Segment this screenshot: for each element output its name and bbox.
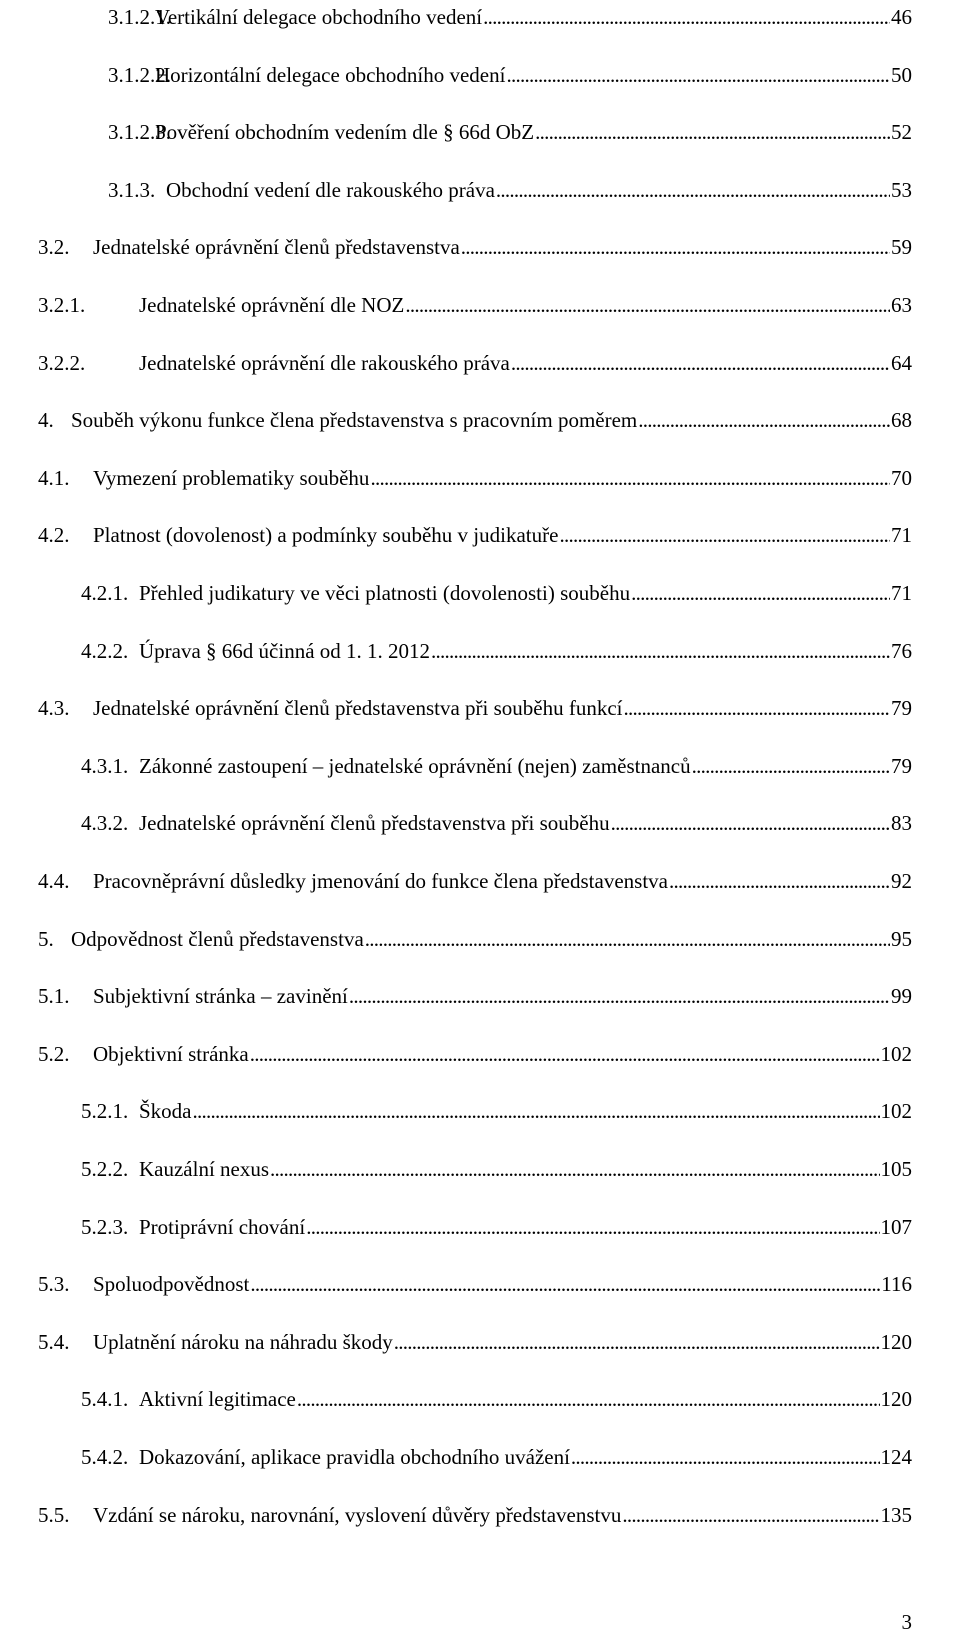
- toc-entry-page: 70: [891, 465, 912, 490]
- toc-entry[interactable]: [81, 751, 912, 781]
- toc-entry-body: [139, 348, 912, 378]
- toc-entry-body: [139, 1384, 912, 1414]
- toc-entry-body: [71, 924, 912, 954]
- toc-entry-number: 4.4.: [38, 869, 70, 893]
- toc-entry-title: Jednatelské oprávnění dle rakouského práva: [139, 350, 510, 375]
- toc-entry-body: [139, 751, 912, 781]
- toc-dot-leader: [692, 751, 890, 781]
- toc-dot-leader: [631, 578, 890, 608]
- toc-entry[interactable]: [81, 1384, 912, 1414]
- toc-entry-body: [155, 60, 912, 90]
- toc-entry[interactable]: [38, 232, 912, 262]
- toc-entry[interactable]: [38, 1039, 912, 1069]
- toc-entry-number: 3.1.2.1.: [108, 5, 171, 29]
- toc-entry-page: 79: [891, 696, 912, 721]
- toc-dot-leader: [405, 290, 890, 320]
- toc-entry-page: 71: [891, 523, 912, 548]
- toc-dot-leader: [431, 636, 890, 666]
- toc-entry-number: 5.2.1.: [81, 1099, 129, 1124]
- toc-entry-body: [93, 232, 912, 262]
- toc-entry-page: 95: [891, 926, 912, 951]
- toc-entry-body: [139, 290, 912, 320]
- toc-entry-body: [93, 1327, 912, 1357]
- toc-dot-leader: [483, 2, 890, 32]
- toc-entry-title: Uplatnění nároku na náhradu škody: [93, 1329, 393, 1354]
- toc-entry-body: [139, 1442, 912, 1472]
- toc-entry-title: Odpovědnost členů představenstva: [71, 926, 364, 951]
- toc-entry-page: 107: [880, 1214, 912, 1239]
- toc-entry-title: Aktivní legitimace: [139, 1387, 296, 1412]
- toc-entry-number: 4.1.: [38, 465, 70, 490]
- toc-entry-body: [155, 117, 912, 147]
- toc-entry-body: [166, 175, 912, 205]
- toc-entry-body: [139, 1154, 912, 1184]
- toc-entry-title: Platnost (dovolenost) a podmínky souběhu v judikatuře: [93, 523, 559, 548]
- toc-entry-title: Úprava § 66d účinná od 1. 1. 2012: [139, 638, 431, 663]
- toc-entry-number: 4.: [38, 408, 54, 433]
- toc-dot-leader: [506, 60, 890, 90]
- toc-entry-page: 105: [880, 1157, 912, 1181]
- toc-entry-number: 4.3.1.: [81, 753, 129, 778]
- toc-entry-title: Obchodní vedení dle rakouského práva: [166, 177, 495, 202]
- toc-entry-number: 5.: [38, 926, 54, 951]
- toc-entry-page: 64: [891, 350, 912, 375]
- toc-entry-number: 5.2.: [38, 1041, 70, 1066]
- toc-entry-page: 120: [880, 1387, 912, 1412]
- toc-dot-leader: [622, 1500, 879, 1530]
- toc-entry[interactable]: [38, 693, 912, 723]
- toc-entry[interactable]: [81, 1096, 912, 1126]
- toc-entry-body: [93, 1269, 912, 1299]
- toc-entry-page: 52: [891, 120, 912, 145]
- toc-entry-number: 5.1.: [38, 984, 70, 1009]
- toc-entry-title: Kauzální nexus: [139, 1157, 270, 1181]
- toc-entry-title: Spoluodpovědnost: [93, 1272, 250, 1297]
- toc-entry-number: 3.2.1.: [38, 293, 86, 317]
- toc-entry-number: 5.5.: [38, 1502, 70, 1527]
- toc-entry-body: [93, 463, 912, 493]
- toc-dot-leader: [535, 117, 890, 147]
- toc-entry-number: 5.4.2.: [81, 1445, 129, 1469]
- toc-entry-title: Protiprávní chování: [139, 1214, 306, 1239]
- toc-entry[interactable]: [38, 866, 912, 896]
- toc-dot-leader: [193, 1096, 880, 1126]
- toc-entry-number: 5.2.3.: [81, 1214, 129, 1239]
- toc-entry-title: Pověření obchodním vedením dle § 66d ObZ: [155, 120, 535, 145]
- toc-entry-page: 116: [881, 1272, 912, 1297]
- toc-entry[interactable]: [81, 1212, 912, 1242]
- toc-entry-number: 4.3.: [38, 696, 70, 721]
- toc-entry-body: [139, 1096, 912, 1126]
- toc-entry-body: [139, 636, 912, 666]
- toc-entry[interactable]: [38, 1269, 912, 1299]
- toc-entry-title: Dokazování, aplikace pravidla obchodního uvážení: [139, 1445, 570, 1469]
- toc-entry-body: [139, 808, 912, 838]
- toc-dot-leader: [297, 1384, 880, 1414]
- toc-dot-leader: [638, 405, 890, 435]
- toc-entry-title: Horizontální delegace obchodního vedení: [155, 62, 506, 87]
- toc-entry-page: 46: [891, 5, 912, 29]
- toc-entry-page: 102: [880, 1041, 912, 1066]
- toc-entry-body: [71, 405, 912, 435]
- toc-entry-title: Škoda: [139, 1099, 192, 1124]
- toc-entry[interactable]: [38, 405, 912, 435]
- toc-entry-title: Jednatelské oprávnění členů představenstva při souběhu funkcí: [93, 696, 623, 721]
- toc-dot-leader: [394, 1327, 880, 1357]
- toc-entry-title: Vymezení problematiky souběhu: [93, 465, 370, 490]
- toc-entry-body: [139, 578, 912, 608]
- toc-dot-leader: [669, 866, 890, 896]
- toc-entry[interactable]: [81, 1154, 912, 1184]
- toc-entry[interactable]: [38, 463, 912, 493]
- toc-entry-body: [139, 1212, 912, 1242]
- toc-entry[interactable]: [81, 578, 912, 608]
- toc-entry-page: 92: [891, 869, 912, 893]
- toc-entry-number: 4.2.1.: [81, 581, 129, 605]
- toc-entry-page: 68: [891, 408, 912, 433]
- toc-entry[interactable]: [108, 117, 912, 147]
- toc-entry[interactable]: [81, 636, 912, 666]
- toc-entry-title: Subjektivní stránka – zavinění: [93, 984, 348, 1009]
- toc-entry-page: 83: [891, 811, 912, 836]
- toc-dot-leader: [461, 232, 890, 262]
- toc-entry-page: 120: [880, 1329, 912, 1354]
- toc-dot-leader: [349, 981, 890, 1011]
- toc-entry-title: Vertikální delegace obchodního vedení: [155, 5, 483, 29]
- toc-entry-body: [93, 520, 912, 550]
- toc-dot-leader: [624, 693, 890, 723]
- toc-entry-number: 3.2.2.: [38, 350, 86, 375]
- toc-dot-leader: [250, 1269, 880, 1299]
- toc-entry-title: Vzdání se nároku, narovnání, vyslovení důvěry představenstvu: [93, 1502, 622, 1527]
- toc-entry-title: Jednatelské oprávnění dle NOZ: [139, 293, 405, 317]
- toc-dot-leader: [571, 1442, 880, 1472]
- toc-entry-number: 3.1.2.3.: [108, 120, 171, 145]
- toc-entry-body: [93, 981, 912, 1011]
- toc-entry-number: 5.4.1.: [81, 1387, 129, 1412]
- toc-entry[interactable]: [38, 1327, 912, 1357]
- toc-dot-leader: [270, 1154, 879, 1184]
- toc-entry-body: [93, 1039, 912, 1069]
- toc-entry[interactable]: [38, 981, 912, 1011]
- toc-entry-page: 59: [891, 235, 912, 260]
- toc-entry-page: 135: [880, 1502, 912, 1527]
- page-number: 3: [901, 1610, 912, 1634]
- toc-entry-body: [155, 2, 912, 32]
- toc-entry-title: Jednatelské oprávnění členů představenstva při souběhu: [139, 811, 610, 836]
- toc-entry[interactable]: [81, 1442, 912, 1472]
- toc-entry[interactable]: [38, 290, 912, 320]
- toc-dot-leader: [611, 808, 890, 838]
- toc-entry-body: [93, 1500, 912, 1530]
- toc-entry-number: 4.3.2.: [81, 811, 129, 836]
- toc-entry-page: 76: [891, 638, 912, 663]
- toc-entry-page: 50: [891, 62, 912, 87]
- toc-entry[interactable]: [81, 808, 912, 838]
- toc-entry-number: 5.2.2.: [81, 1157, 129, 1181]
- toc-dot-leader: [365, 924, 890, 954]
- toc-entry-number: 3.1.2.2.: [108, 62, 171, 87]
- toc-entry-number: 4.2.: [38, 523, 70, 548]
- toc-entry[interactable]: [108, 2, 912, 32]
- toc-entry-title: Objektivní stránka: [93, 1041, 249, 1066]
- toc-entry[interactable]: [38, 1500, 912, 1530]
- toc-entry-page: 79: [891, 753, 912, 778]
- toc-dot-leader: [559, 520, 890, 550]
- toc-entry[interactable]: [108, 60, 912, 90]
- toc-entry[interactable]: [38, 348, 912, 378]
- toc-entry-title: Pracovněprávní důsledky jmenování do funkce člena představenstva: [93, 869, 668, 893]
- toc-entry-page: 99: [891, 984, 912, 1009]
- toc-entry-page: 102: [880, 1099, 912, 1124]
- toc-entry-title: Zákonné zastoupení – jednatelské oprávnění (nejen) zaměstnanců: [139, 753, 691, 778]
- toc-entry-title: Souběh výkonu funkce člena představenstva s pracovním poměrem: [71, 408, 638, 433]
- toc-dot-leader: [370, 463, 890, 493]
- toc-entry-body: [93, 693, 912, 723]
- toc-entry-number: 5.3.: [38, 1272, 70, 1297]
- toc-entry-page: 71: [891, 581, 912, 605]
- toc-dot-leader: [306, 1212, 879, 1242]
- toc-entry[interactable]: [38, 520, 912, 550]
- toc-entry[interactable]: [38, 924, 912, 954]
- toc-entry-number: 3.1.3.: [108, 177, 156, 202]
- toc-entry-page: 53: [891, 177, 912, 202]
- toc-entry-number: 4.2.2.: [81, 638, 129, 663]
- toc-dot-leader: [496, 175, 890, 205]
- toc-entry-number: 3.2.: [38, 235, 70, 260]
- toc-dot-leader: [250, 1039, 880, 1069]
- toc-entry-title: Jednatelské oprávnění členů představenstva: [93, 235, 460, 260]
- toc-entry[interactable]: [108, 175, 912, 205]
- toc-entry-page: 63: [891, 293, 912, 317]
- toc-entry-body: [93, 866, 912, 896]
- toc-entry-page: 124: [880, 1445, 912, 1469]
- toc-entry-number: 5.4.: [38, 1329, 70, 1354]
- toc-entry-title: Přehled judikatury ve věci platnosti (dovolenosti) souběhu: [139, 581, 631, 605]
- toc-dot-leader: [511, 348, 890, 378]
